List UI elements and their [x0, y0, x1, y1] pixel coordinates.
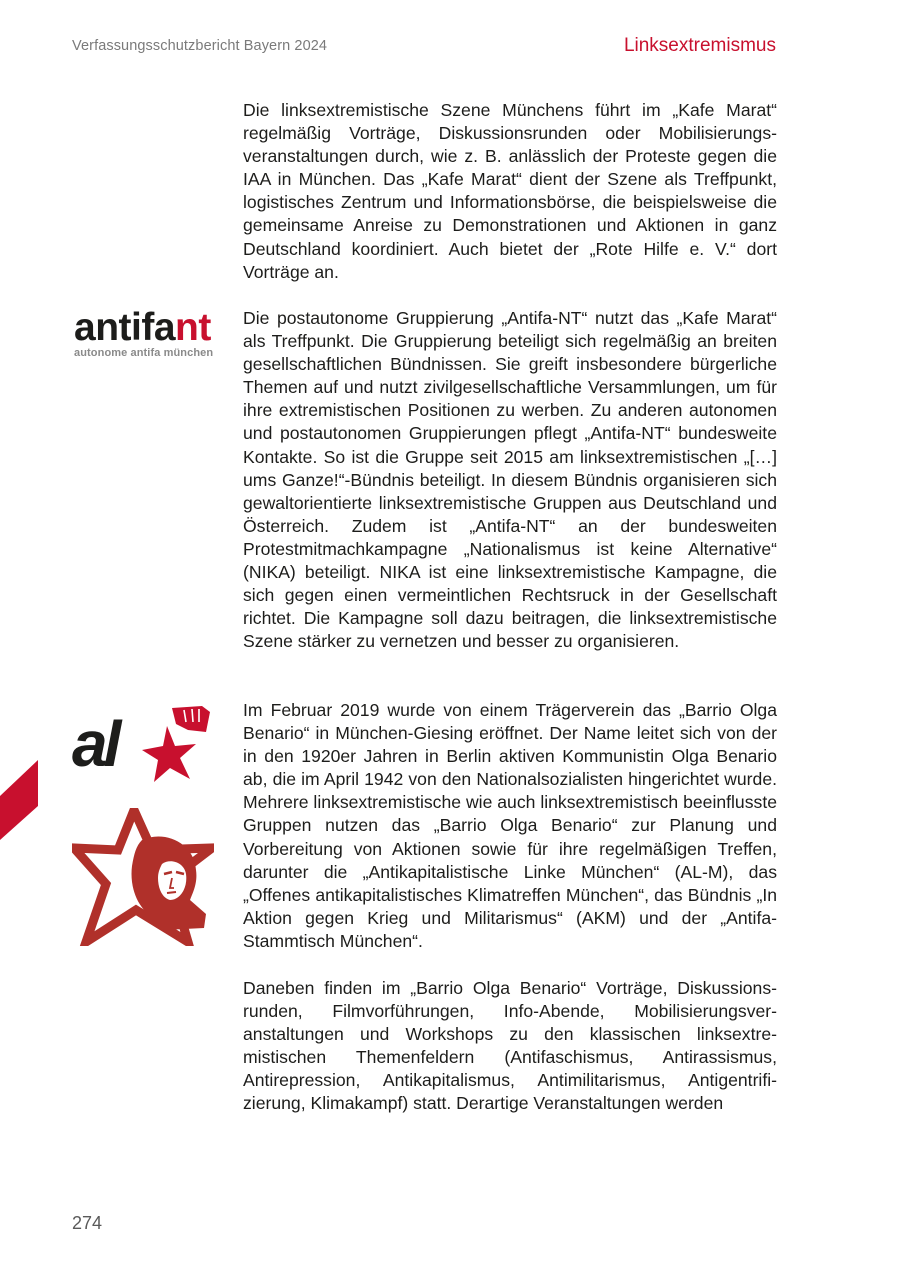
red-star-fist-icon — [142, 706, 210, 782]
body-paragraph: Die linksextremistische Szene Münchens führt im „Kafe Marat“ regelmäßig Vorträge, Diskussionsrunden oder Mobilisierungsveranstaltungen durch, wie z. B. anlässlich der Proteste gegen die IAA in München. Das „Kafe Marat“ dient der Szene als Treffpunkt, logistisches Zentrum und Informationsbörse, die beispielsweise die gemeinsame Anreise zu Demonstrationen und Aktionen in ganz Deutschland koordiniert. Auch bietet der „Rote Hilfe e. V.“ dort Vorträge an. — [243, 100, 777, 282]
body-paragraph: Die postautonome Gruppierung „Antifa-NT“ nutzt das „Kafe Marat“ als Treffpunkt. Die Gruppierung beteiligt sich regelmäßig an breiten gesellschaftlichen Bündnissen. Sie greift insbesondere bürgerliche Themen auf und nutzt zivilgesellschaftliche Versammlungen, um für ihre extremistischen Positionen zu werben. Zu anderen autonomen und postautonomen Gruppierungen pflegt „Antifa-NT“ bundesweite Kontakte. So ist die Gruppe seit 2015 am linksextremistischen „[…] ums Ganze!“-Bündnis beteiligt. In diesem Bündnis organisieren sich gewaltorientierte linksextremistische Gruppen aus Deutschland und Österreich. Zudem ist „Antifa-NT“ an der bundesweiten Protestmitmachkampagne „Nationalismus ist keine Alternative“ (NIKA) beteiligt. NIKA ist eine linksextremistische Kampagne, die sich gegen einen vermeintlichen Rechtsruck in der Gesellschaft richtet. Die Kampagne soll dazu beitragen, die linksextremistische Szene stärker zu vernetzen und besser zu organisieren. — [243, 308, 777, 652]
running-header-section: Linksextremismus — [623, 35, 776, 56]
body-paragraph: Daneben finden im „Barrio Olga Benario“ Vorträge, Diskussionsrunden, Filmvorführungen, Info-Abende, Mobilisierungsveranstaltungen und Workshops zu den klassischen linksextremistischen Themenfeldern (Antifaschismus, Antirassismus, Antirepression, Antikapitalismus, Antimilitarismus, Antigentrifizierung, Klimakampf) statt. Derartige Veranstaltungen werden — [243, 978, 777, 1114]
logo-subtitle: autonome antifa münchen — [74, 347, 214, 359]
page-number: 274 — [72, 1213, 103, 1233]
running-header-publication: Verfassungsschutzbericht Bayern 2024 — [72, 38, 328, 54]
logo-wordmark: antifa — [74, 306, 176, 349]
logo-wordmark-accent: nt — [175, 306, 211, 349]
red-star-portrait-icon — [74, 810, 212, 942]
antifa-nt-logo — [74, 308, 214, 359]
chapter-edge-marker — [0, 760, 38, 840]
al-m-logo-text: al — [72, 708, 118, 780]
al-m-logo — [72, 702, 215, 786]
body-paragraph: Im Februar 2019 wurde von einem Trägerverein das „Barrio Olga Benario“ in München-Giesing eröffnet. Der Name leitet sich von der in den 1920er Jahren in Berlin aktiven Kommunistin Olga Benario ab, die im April 1942 von den Nationalsozialisten hingerichtet wurde. Mehrere linksextremistische wie auch linksextremistisch beeinflusste Gruppen nutzen das „Barrio Olga Benario“ zur Planung und Vorbereitung von Aktionen sowie für ihre regelmäßigen Treffen, darunter die „Antikapitalistische Linke München“ (AL-M), das „Offenes antikapitalistisches Klimatreffen München“, das Bündnis „In Aktion gegen Krieg und Militarismus“ (AKM) und der „Antifa-Stammtisch München“. — [243, 700, 777, 951]
olga-benario-logo — [72, 808, 214, 946]
